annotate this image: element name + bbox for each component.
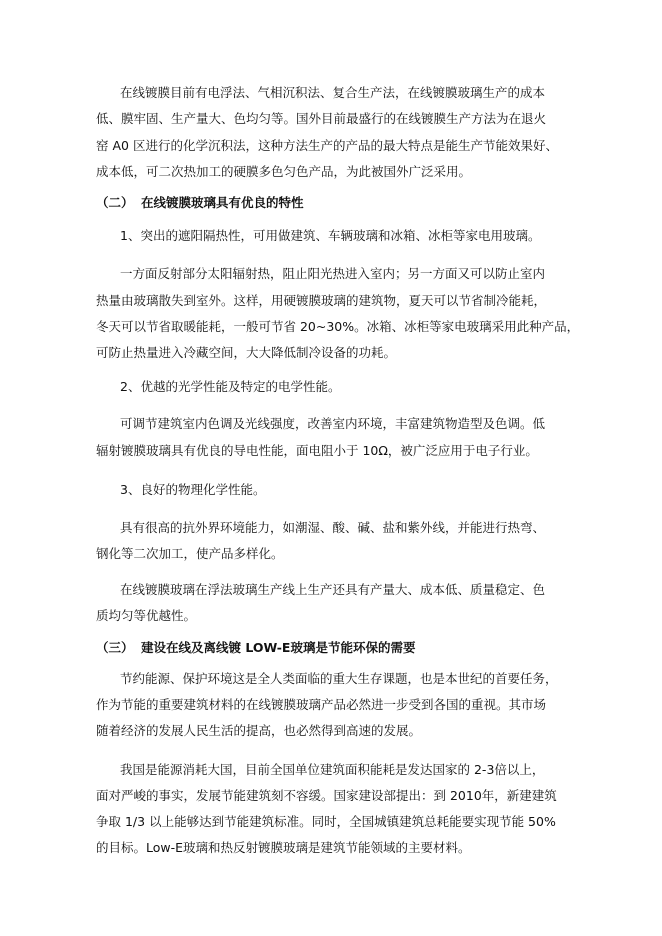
text-line: 可调节建筑室内色调及光线强度，改善室内环境，丰富建筑物造型及色调。低 [120,416,546,431]
heading-text: 在线镀膜玻璃具有优良的特性 [141,195,304,210]
text-line: 在线镀膜目前有电浮法、气相沉积法、复合生产法，在线镀膜玻璃生产的成本 [120,85,546,100]
heading-number: （三） [96,640,134,655]
text-line: 在线镀膜玻璃在浮法玻璃生产线上生产还具有产量大、成本低、质量稳定、色 [120,582,546,597]
text-line: 具有很高的抗外界环境能力，如潮湿、酸、碱、盐和紫外线，并能进行热弯、 [120,520,546,535]
text-line: 低、膜牢固、生产量大、色均匀等。国外目前最盛行的在线镀膜生产方法为在退火 [96,111,547,126]
text-line: 的目标。Low-E玻璃和热反射镀膜玻璃是建筑节能领域的主要材料。 [96,840,471,855]
list-item-3: 3、良好的物理化学性能。 [120,482,266,497]
text-line: 我国是能源消耗大国，目前全国单位建筑面积能耗是发达国家的 2-3倍以上， [120,762,545,777]
section-heading-2 [96,193,304,211]
text-line: 随着经济的发展人民生活的提高，也必然得到高速的发展。 [96,723,422,738]
text-line: 面对严峻的事实，发展节能建筑刻不容缓。国家建设部提出：到 2010年，新建建筑 [96,788,557,803]
list-item-2: 2、优越的光学性能及特定的电学性能。 [120,379,341,394]
text-line: 成本低，可二次热加工的硬膜多色匀色产品，为此被国外广泛采用。 [96,164,472,179]
text-line: 热量由玻璃散失到室外。这样，用硬镀膜玻璃的建筑物，夏天可以节省制冷能耗， [96,293,547,308]
text-line: 辐射镀膜玻璃具有优良的导电性能，面电阻小于 10Ω，被广泛应用于电子行业。 [96,443,538,458]
text-line: 窑 A0 区进行的化学沉积法，这种方法生产的产品的最大特点是能生产节能效果好、 [96,138,558,153]
section-heading-3 [96,638,415,656]
text-line: 质均匀等优越性。 [96,608,197,623]
text-line: 钢化等二次加工，使产品多样化。 [96,546,284,561]
list-item-1: 1、突出的遮阳隔热性，可用做建筑、车辆玻璃和冰箱、冰柜等家电用玻璃。 [120,228,541,243]
heading-text: 建设在线及离线镀 LOW-E玻璃是节能环保的需要 [141,640,416,655]
text-line: 争取 1/3 以上能够达到节能建筑标准。同时，全国城镇建筑总耗能要实现节能 50% [96,814,556,829]
text-line: 冬天可以节省取暖能耗，一般可节省 20~30%。冰箱、冰柜等家电玻璃采用此种产品， [96,319,580,334]
text-line: 节约能源、保护环境这是全人类面临的重大生存课题，也是本世纪的首要任务， [120,671,558,686]
text-line: 作为节能的重要建筑材料的在线镀膜玻璃产品必然进一步受到各国的重视。其市场 [96,697,547,712]
text-line: 一方面反射部分太阳辐射热，阻止阳光热进入室内；另一方面又可以防止室内 [120,266,546,281]
heading-number: （二） [96,195,134,210]
text-line: 可防止热量进入冷藏空间，大大降低制冷设备的功耗。 [96,345,397,360]
